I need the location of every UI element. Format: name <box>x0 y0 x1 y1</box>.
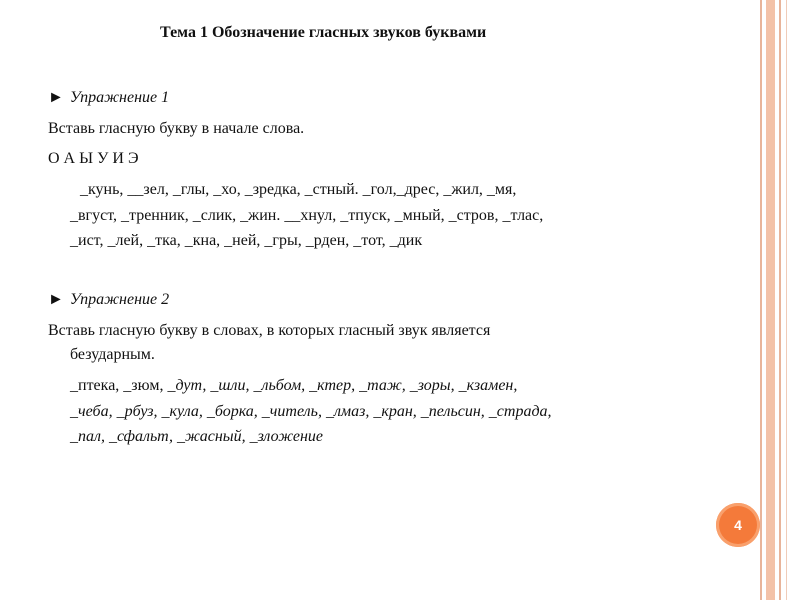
bullet-arrow-icon: ► <box>48 291 64 308</box>
exercise1-words-line1: _кунь, __зел, _глы, _хо, _зредка, _стный. _гол,_дрес, _жил, _мя, <box>80 181 517 198</box>
exercise1-heading-text: Упражнение 1 <box>69 89 170 106</box>
exercise1-instruction: Вставь гласную букву в начале слова. <box>48 120 305 137</box>
decorative-stripe <box>779 0 781 600</box>
decorative-stripe <box>766 0 775 600</box>
decorative-stripe <box>760 0 762 600</box>
exercise2-words-line3: _пал, _сфальт, _жасный, _зложение <box>70 428 324 445</box>
exercise2-instruction-line1: Вставь гласную букву в словах, в которых гласный звук является <box>48 322 491 339</box>
decorative-stripe <box>786 0 787 600</box>
exercise1-heading <box>48 86 169 110</box>
exercise2-instruction-line2: безударным. <box>70 346 155 363</box>
exercise2-words-line1-italic: _дут, _шли, _льбом, _ктер, _таж, _зоры, _кзамен, <box>167 377 518 394</box>
exercise1-words-line2: _вгуст, _тренник, _слик, _жин. __хнул, _тпуск, _мный, _стров, _тлас, <box>70 207 544 224</box>
exercise2-words-line2: _чеба, _рбуз, _кула, _борка, _читель, _лмаз, _кран, _пельсин, _страда, <box>70 403 552 420</box>
exercise1-words-line3: _ист, _лей, _тка, _кна, _ней, _гры, _рден, _тот, _дик <box>70 232 423 249</box>
exercise2-heading <box>48 288 169 312</box>
exercise1-letters: О А Ы У И Э <box>48 150 139 167</box>
exercise2-words-line1 <box>70 374 517 398</box>
page-number-badge: 4 <box>716 503 760 547</box>
bullet-arrow-icon: ► <box>48 89 64 106</box>
exercise2-words-line1-plain: _птека, _зюм, <box>70 377 164 394</box>
exercise2-heading-text: Упражнение 2 <box>69 291 170 308</box>
slide-title: Тема 1 Обозначение гласных звуков буквами <box>160 24 487 41</box>
